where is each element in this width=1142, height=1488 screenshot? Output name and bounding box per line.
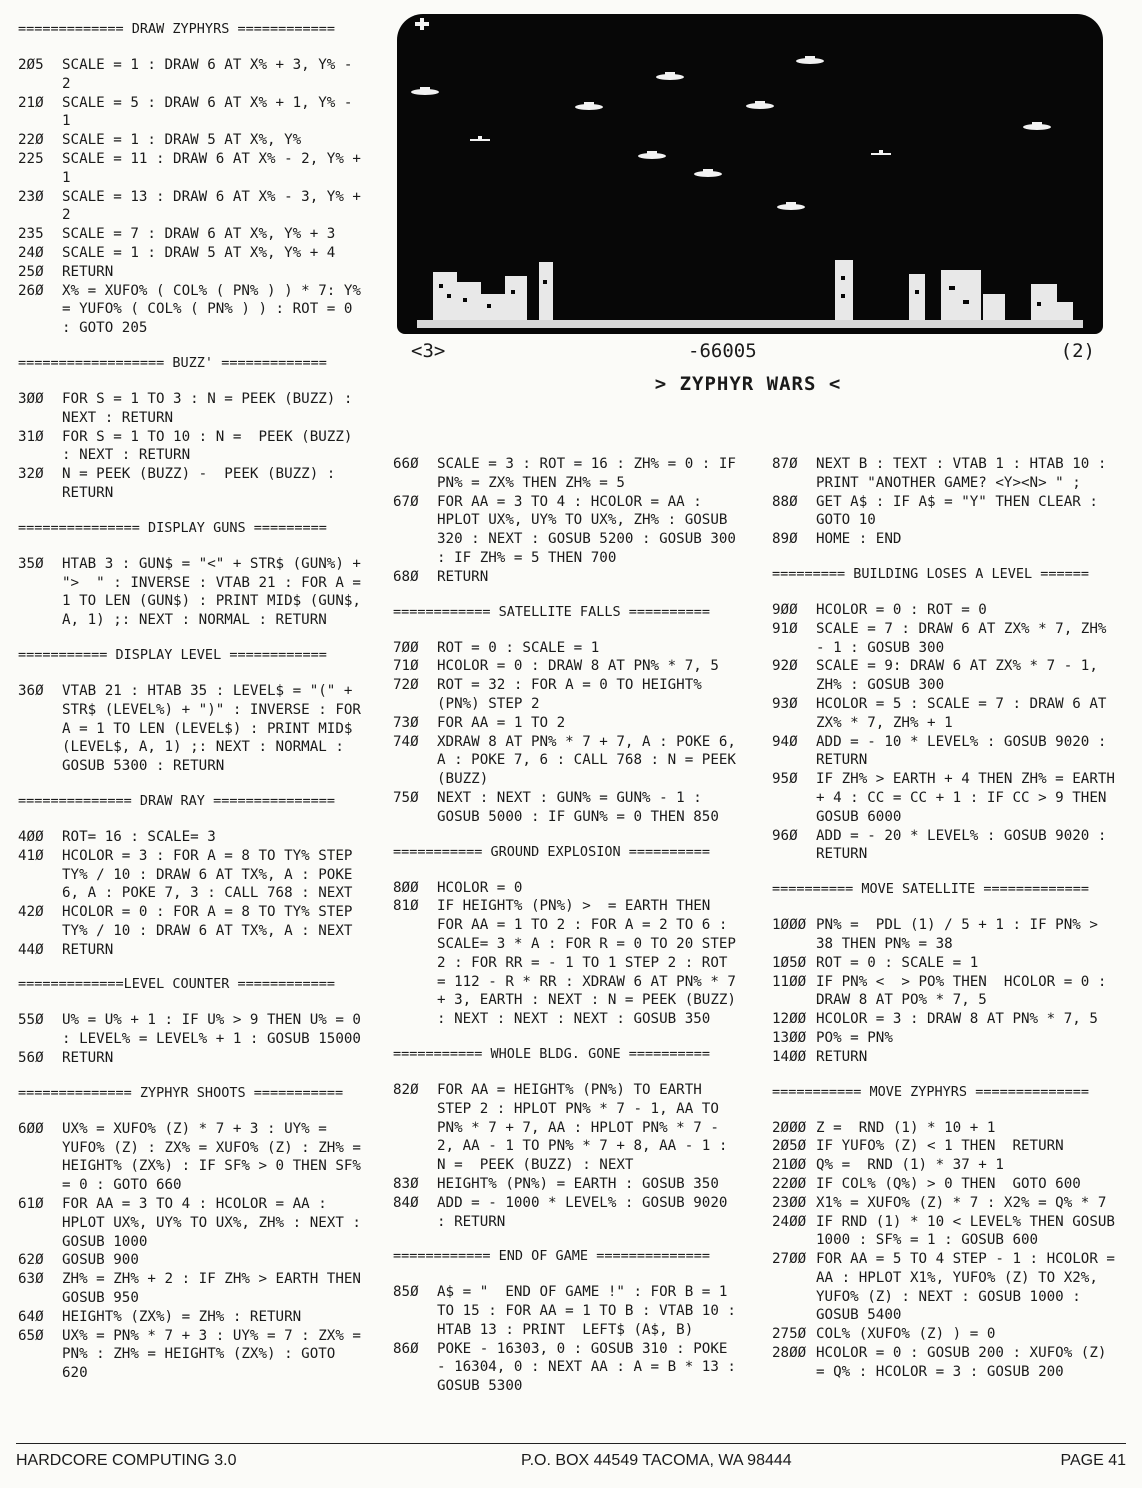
zyphyr-ship-icon	[470, 136, 490, 141]
line-code: FOR S = 1 TO 3 : N = PEEK (BUZZ) : NEXT : RETURN	[62, 390, 361, 426]
code-line	[772, 1194, 1122, 1213]
game-screenshot	[397, 14, 1103, 334]
code-line	[393, 657, 743, 676]
code-line	[772, 973, 1122, 1011]
line-code: UX% = XUFO% (Z) * 7 + 3 : UY% = YUFO% (Z) : ZX% = XUFO% (Z) : ZH% = HEIGHT% (ZX%) : IF SF% > 0 THEN SF% = 0 : GOTO 660	[62, 1120, 370, 1194]
line-number: 8ØØ	[393, 879, 419, 896]
line-number: 13ØØ	[772, 1029, 807, 1046]
line-number: 73Ø	[393, 714, 419, 731]
line-code: SCALE = 1 : DRAW 6 AT X% + 3, Y% - 2	[62, 57, 361, 92]
zyphyr-ship-icon	[694, 169, 722, 177]
code-line	[772, 954, 1122, 973]
line-code: ROT= 16 : SCALE= 3	[62, 828, 216, 845]
line-number: 225	[18, 150, 44, 167]
line-number: 84Ø	[393, 1194, 419, 1211]
code-line	[393, 1081, 743, 1175]
line-number: 4ØØ	[18, 828, 44, 845]
line-code: COL% (XUFO% (Z) ) = 0	[816, 1326, 996, 1343]
line-number: 24Ø	[18, 244, 44, 261]
code-line	[18, 1251, 368, 1270]
line-code: X% = XUFO% ( COL% ( PN% ) ) * 7: Y% = YUFO% ( COL% ( PN% ) ) : ROT = 0 : GOTO 205	[62, 282, 370, 337]
line-number: 24ØØ	[772, 1213, 807, 1230]
line-number: 87Ø	[772, 456, 798, 472]
line-code: HCOLOR = 5 : SCALE = 7 : DRAW 6 AT ZX% * 7, ZH% + 1	[816, 695, 1115, 731]
code-line	[772, 1250, 1122, 1325]
code-line	[772, 916, 1122, 954]
code-line	[772, 1344, 1122, 1382]
line-code: RETURN	[816, 1048, 868, 1065]
line-code: U% = U% + 1 : IF U% > 9 THEN U% = 0 : LEVEL% = LEVEL% + 1 : GOSUB 15000	[62, 1012, 370, 1048]
code-line	[18, 150, 368, 188]
line-number: 22ØØ	[772, 1175, 807, 1192]
code-line	[393, 676, 743, 714]
line-number: 23ØØ	[772, 1194, 807, 1211]
line-number: 35Ø	[18, 555, 44, 572]
line-code: GOSUB 900	[62, 1252, 139, 1269]
code-line	[18, 828, 368, 847]
line-number: 1ØØØ	[772, 917, 807, 934]
code-line	[772, 1048, 1122, 1067]
code-line	[772, 657, 1122, 695]
code-line	[772, 1010, 1122, 1029]
code-line	[393, 733, 743, 789]
line-number: 72Ø	[393, 677, 419, 694]
line-code: HCOLOR = 0 : ROT = 0	[816, 601, 987, 618]
line-number: 3ØØ	[18, 390, 44, 407]
zyphyr-ship-icon	[746, 101, 774, 109]
line-code: RETURN	[62, 941, 114, 958]
code-line	[18, 847, 368, 903]
code-line	[18, 282, 368, 338]
line-number: 64Ø	[18, 1308, 44, 1325]
code-line	[772, 1325, 1122, 1344]
line-code: POKE - 16303, 0 : GOSUB 310 : POKE - 16304, 0 : NEXT AA : A = B * 13 : GOSUB 5300	[437, 1340, 745, 1395]
section-header: ============ SATELLITE FALLS ==========	[393, 603, 710, 620]
code-line	[393, 879, 743, 898]
line-code: IF HEIGHT% (PN%) > = EARTH THEN FOR AA = 1 TO 2 : FOR A = 2 TO 6 : SCALE= 3 * A : FOR R = 0 TO 20 STEP 2 : FOR RR = - 1 TO 1 STEP 2 : ROT = 112 - R * RR : XDRAW 6 AT PN% * 7 + 3, EARTH : NEXT : N = PEEK (BUZZ) : NEXT : NEXT : NEXT : GOSUB 350	[437, 898, 745, 1028]
line-number: 11ØØ	[772, 973, 807, 990]
code-line	[393, 714, 743, 733]
code-line	[18, 941, 368, 960]
line-number: 63Ø	[18, 1271, 44, 1288]
code-line	[393, 493, 743, 568]
line-number: 83Ø	[393, 1175, 419, 1192]
line-number: 41Ø	[18, 847, 44, 864]
line-number: 23Ø	[18, 188, 44, 205]
line-code: FOR AA = HEIGHT% (PN%) TO EARTH STEP 2 : HPLOT PN% * 7 - 1, AA TO PN% * 7 + 7, AA : HPLOT PN% * 7 - 2, AA - 1 TO PN% * 7 + 8, AA - 1 : N = PEEK (BUZZ) : NEXT	[437, 1081, 736, 1174]
line-code: ADD = - 1000 * LEVEL% : GOSUB 9020 : RETURN	[437, 1194, 736, 1230]
code-line	[772, 695, 1122, 733]
section-header: =========== MOVE ZYPHYRS ==============	[772, 1083, 1089, 1100]
line-code: PN% = PDL (1) / 5 + 1 : IF PN% > 38 THEN PN% = 38	[816, 917, 1107, 952]
listing-column-right	[772, 455, 1122, 1398]
line-number: 62Ø	[18, 1252, 44, 1269]
listing-column-left	[18, 20, 379, 1399]
level-readout: (2)	[1060, 340, 1095, 362]
section-header: =============== DISPLAY GUNS =========	[18, 519, 327, 536]
line-number: 21Ø	[18, 94, 44, 111]
line-code: ROT = 32 : FOR A = 0 TO HEIGHT% (PN%) STEP 2	[437, 677, 711, 712]
code-line	[18, 903, 368, 941]
line-code: IF PN% < > PO% THEN HCOLOR = 0 : DRAW 8 AT PO% * 7, 5	[816, 973, 1115, 1009]
line-code: ZH% = ZH% + 2 : IF ZH% > EARTH THEN GOSUB 950	[62, 1271, 379, 1307]
code-line	[772, 1137, 1122, 1156]
section-header: ============== DRAW RAY ===============	[18, 792, 335, 809]
line-code: RETURN	[62, 263, 114, 280]
code-line	[772, 770, 1122, 826]
code-line	[772, 493, 1122, 531]
zyphyr-ship-icon	[575, 102, 603, 110]
line-number: 55Ø	[18, 1012, 44, 1029]
line-number: 82Ø	[393, 1081, 419, 1098]
line-code: FOR AA = 5 TO 4 STEP - 1 : HCOLOR = AA : HPLOT X1%, YUFO% (Z) TO X2%, YUFO% (Z) : NEXT : GOSUB 1000 : GOSUB 5400	[816, 1251, 1124, 1324]
listing-section	[18, 792, 368, 960]
line-number: 1Ø5Ø	[772, 954, 807, 971]
line-code: HCOLOR = 0 : DRAW 8 AT PN% * 7, 5	[437, 658, 719, 675]
section-header: ========= BUILDING LOSES A LEVEL ======	[772, 565, 1089, 582]
line-code: RETURN	[437, 568, 489, 585]
line-number: 71Ø	[393, 658, 419, 675]
code-line	[18, 225, 368, 244]
line-number: 89Ø	[772, 531, 798, 548]
line-code: FOR AA = 3 TO 4 : HCOLOR = AA : HPLOT UX%, UY% TO UX%, ZH% : GOSUB 320 : NEXT : GOSUB 5200 : GOSUB 300 : IF ZH% = 5 THEN 700	[437, 493, 745, 566]
code-line	[393, 568, 743, 587]
code-line	[18, 465, 368, 503]
zyphyr-ship-icon	[777, 202, 805, 210]
zyphyr-ship-icon	[638, 151, 666, 159]
code-line	[393, 1175, 743, 1194]
line-number: 235	[18, 226, 44, 243]
line-code: HCOLOR = 0	[437, 879, 523, 896]
line-number: 88Ø	[772, 493, 798, 510]
code-line	[18, 263, 368, 282]
line-number: 275Ø	[772, 1326, 807, 1343]
line-number: 26Ø	[18, 282, 44, 299]
code-line	[18, 1120, 368, 1195]
line-number: 67Ø	[393, 493, 419, 510]
line-code: HCOLOR = 0 : FOR A = 8 TO TY% STEP TY% / 10 : DRAW 6 AT TX%, A : NEXT	[62, 904, 361, 939]
code-line	[393, 1283, 743, 1339]
lives-readout: <3>	[411, 340, 446, 362]
code-line	[772, 620, 1122, 658]
code-line	[393, 455, 743, 493]
listing-section	[772, 1083, 1122, 1382]
listing-section	[393, 603, 743, 827]
code-line	[772, 1119, 1122, 1138]
line-number: 91Ø	[772, 620, 798, 637]
zyphyr-ships	[411, 18, 1051, 210]
line-code: ADD = - 10 * LEVEL% : GOSUB 9020 : RETURN	[816, 733, 1115, 769]
listing-section	[772, 880, 1122, 1066]
code-line	[772, 733, 1122, 771]
code-line	[18, 1195, 368, 1251]
line-number: 7ØØ	[393, 639, 419, 656]
line-code: ROT = 0 : SCALE = 1	[437, 639, 600, 656]
code-line	[772, 1029, 1122, 1048]
line-code: X1% = XUFO% (Z) * 7 : X2% = Q% * 7	[816, 1194, 1107, 1211]
section-header: =========== DISPLAY LEVEL ============	[18, 646, 327, 663]
code-line	[772, 827, 1122, 865]
code-line	[18, 1049, 368, 1068]
code-line	[772, 455, 1122, 493]
listing-section	[18, 20, 368, 338]
line-number: 14ØØ	[772, 1048, 807, 1065]
zyphyr-ship-icon	[796, 56, 824, 64]
line-number: 2Ø5	[18, 57, 44, 73]
code-line	[18, 1308, 368, 1327]
code-line	[18, 188, 368, 226]
zyphyr-ship-icon	[871, 150, 891, 155]
listing-column-middle	[393, 455, 743, 1412]
line-number: 85Ø	[393, 1284, 419, 1301]
line-code: IF ZH% > EARTH + 4 THEN ZH% = EARTH + 4 : CC = CC + 1 : IF CC > 9 THEN GOSUB 6000	[816, 771, 1124, 825]
city-buildings	[433, 260, 1073, 322]
section-header: =========== GROUND EXPLOSION ==========	[393, 843, 710, 860]
line-code: FOR S = 1 TO 10 : N = PEEK (BUZZ) : NEXT : RETURN	[62, 428, 361, 464]
line-code: HOME : END	[816, 531, 902, 548]
code-line	[772, 530, 1122, 549]
line-code: RETURN	[62, 1050, 114, 1067]
line-code: UX% = PN% * 7 + 3 : UY% = 7 : ZX% = PN% : ZH% = HEIGHT% (ZX%) : GOTO 620	[62, 1327, 370, 1382]
section-header: ============== ZYPHYR SHOOTS ===========	[18, 1084, 344, 1101]
line-number: 32Ø	[18, 466, 44, 483]
section-header: =========== WHOLE BLDG. GONE ==========	[393, 1045, 710, 1062]
code-line	[393, 1194, 743, 1232]
code-line	[18, 131, 368, 150]
line-number: 56Ø	[18, 1050, 44, 1067]
line-number: 65Ø	[18, 1327, 44, 1344]
zyphyr-ship-icon	[411, 87, 439, 95]
code-line	[18, 1327, 368, 1383]
code-line	[18, 682, 368, 776]
listing-section	[18, 519, 368, 630]
line-number: 42Ø	[18, 904, 44, 921]
line-code: IF COL% (Q%) > 0 THEN GOTO 600	[816, 1175, 1081, 1192]
line-code: GET A$ : IF A$ = "Y" THEN CLEAR : GOTO 10	[816, 493, 1107, 529]
code-line	[393, 1340, 743, 1396]
line-code: Z = RND (1) * 10 + 1	[816, 1119, 996, 1136]
line-number: 6ØØ	[18, 1120, 44, 1137]
line-number: 81Ø	[393, 898, 419, 915]
line-code: HTAB 3 : GUN$ = "<" + STR$ (GUN%) + "> " : INVERSE : VTAB 21 : FOR A = 1 TO LEN (GUN$) : PRINT MID$ (GUN$, A, 1) ;: NEXT : NORMAL : RETURN	[62, 555, 370, 629]
line-code: ROT = 0 : SCALE = 1	[816, 954, 979, 971]
line-code: ADD = - 20 * LEVEL% : GOSUB 9020 : RETURN	[816, 827, 1115, 863]
section-header: =============LEVEL COUNTER ============	[18, 976, 335, 993]
code-line	[18, 244, 368, 263]
listing-section	[393, 843, 743, 1029]
section-header: ============ END OF GAME ==============	[393, 1248, 710, 1265]
code-line	[393, 639, 743, 658]
line-number: 2ØØØ	[772, 1119, 807, 1136]
section-header: ================== BUZZ' =============	[18, 354, 327, 371]
code-line	[772, 1213, 1122, 1251]
zyphyr-ship-icon	[656, 72, 684, 80]
listing-section	[393, 1247, 743, 1396]
code-line	[772, 601, 1122, 620]
line-number: 28ØØ	[772, 1345, 807, 1362]
line-code: SCALE = 1 : DRAW 5 AT X%, Y%	[62, 132, 302, 149]
line-code: PO% = PN%	[816, 1029, 893, 1046]
line-code: FOR AA = 1 TO 2	[437, 714, 566, 731]
line-code: IF YUFO% (Z) < 1 THEN RETURN	[816, 1138, 1064, 1155]
line-code: SCALE = 1 : DRAW 5 AT X%, Y% + 4	[62, 244, 336, 261]
line-code: Q% = RND (1) * 37 + 1	[816, 1157, 1004, 1174]
line-code: SCALE = 11 : DRAW 6 AT X% - 2, Y% + 1	[62, 150, 370, 186]
line-number: 12ØØ	[772, 1011, 807, 1028]
screenshot-caption: > ZYPHYR WARS <	[654, 373, 842, 395]
line-number: 92Ø	[772, 658, 798, 675]
line-number: 44Ø	[18, 941, 44, 958]
listing-section	[772, 455, 1122, 549]
code-line	[18, 56, 368, 94]
line-number: 96Ø	[772, 827, 798, 844]
code-line	[393, 789, 743, 827]
line-number: 68Ø	[393, 568, 419, 585]
game-status-bar	[405, 340, 1095, 364]
line-number: 27ØØ	[772, 1251, 807, 1268]
section-header: ============= DRAW ZYPHYRS ============	[18, 21, 335, 37]
line-number: 31Ø	[18, 428, 44, 445]
code-line	[393, 897, 743, 1029]
line-code: XDRAW 8 AT PN% * 7 + 7, A : POKE 6, A : POKE 7, 6 : CALL 768 : N = PEEK (BUZZ)	[437, 733, 745, 788]
code-line	[18, 390, 368, 428]
line-number: 9ØØ	[772, 601, 798, 618]
code-line	[18, 555, 368, 630]
zyphyr-ship-icon	[1023, 122, 1051, 130]
line-number: 95Ø	[772, 771, 798, 788]
listing-section	[393, 455, 743, 587]
ground-strip	[417, 320, 1083, 328]
line-number: 94Ø	[772, 733, 798, 750]
footer-page-number: PAGE 41	[1060, 1452, 1126, 1469]
game-screen-art	[397, 14, 1103, 334]
line-number: 61Ø	[18, 1196, 44, 1213]
line-number: 21ØØ	[772, 1157, 807, 1174]
listing-section	[18, 354, 368, 503]
line-number: 22Ø	[18, 132, 44, 149]
line-number: 66Ø	[393, 456, 419, 472]
line-code: SCALE = 7 : DRAW 6 AT ZX% * 7, ZH% - 1 : GOSUB 300	[816, 620, 1115, 656]
code-line	[18, 1270, 379, 1308]
line-code: A$ = " END OF GAME !" : FOR B = 1 TO 15 : FOR AA = 1 TO B : VTAB 10 : HTAB 13 : PRINT LEFT$ (A$, B)	[437, 1284, 745, 1338]
code-line	[18, 428, 368, 466]
listing-section	[18, 1084, 379, 1383]
line-number: 74Ø	[393, 733, 419, 750]
listing-section	[393, 1045, 743, 1231]
line-code: VTAB 21 : HTAB 35 : LEVEL$ = "(" + STR$ (LEVEL%) + ")" : INVERSE : FOR A = 1 TO LEN (LEVEL$) : PRINT MID$ (LEVEL$, A, 1) ;: NEXT : NORMAL : GOSUB 5300 : RETURN	[62, 682, 370, 775]
line-number: 2Ø5Ø	[772, 1138, 807, 1155]
line-number: 25Ø	[18, 263, 44, 280]
line-code: HCOLOR = 0 : GOSUB 200 : XUFO% (Z) = Q% : HCOLOR = 3 : GOSUB 200	[816, 1345, 1115, 1380]
line-code: SCALE = 13 : DRAW 6 AT X% - 3, Y% + 2	[62, 188, 370, 224]
line-code: SCALE = 7 : DRAW 6 AT X%, Y% + 3	[62, 226, 336, 243]
line-code: HEIGHT% (ZX%) = ZH% : RETURN	[62, 1308, 302, 1325]
line-code: IF RND (1) * 10 < LEVEL% THEN GOSUB 1000 : SF% = 1 : GOSUB 600	[816, 1213, 1124, 1249]
line-code: SCALE = 3 : ROT = 16 : ZH% = 0 : IF PN% = ZX% THEN ZH% = 5	[437, 456, 745, 491]
section-header: ========== MOVE SATELLITE =============	[772, 881, 1089, 898]
code-line	[772, 1175, 1122, 1194]
footer-publication: HARDCORE COMPUTING 3.0	[16, 1452, 237, 1469]
line-code: FOR AA = 3 TO 4 : HCOLOR = AA : HPLOT UX%, UY% TO UX%, ZH% : NEXT : GOSUB 1000	[62, 1196, 370, 1250]
line-code: HCOLOR = 3 : DRAW 8 AT PN% * 7, 5	[816, 1011, 1098, 1028]
line-number: 93Ø	[772, 695, 798, 712]
page-footer	[16, 1443, 1126, 1473]
code-line	[18, 1011, 368, 1049]
line-code: NEXT : NEXT : GUN% = GUN% - 1 : GOSUB 5000 : IF GUN% = 0 THEN 850	[437, 789, 719, 825]
listing-section	[18, 646, 368, 776]
line-code: NEXT B : TEXT : VTAB 1 : HTAB 10 : PRINT "ANOTHER GAME? <Y><N> " ;	[816, 456, 1115, 491]
listing-section	[772, 565, 1122, 864]
listing-section	[18, 975, 368, 1067]
line-code: N = PEEK (BUZZ) - PEEK (BUZZ) : RETURN	[62, 466, 344, 501]
line-number: 36Ø	[18, 682, 44, 699]
code-line	[18, 94, 368, 132]
code-line	[772, 1156, 1122, 1175]
line-code: SCALE = 9: DRAW 6 AT ZX% * 7 - 1, ZH% : GOSUB 300	[816, 658, 1107, 694]
score-readout: -66005	[688, 340, 757, 362]
footer-address: P.O. BOX 44549 TACOMA, WA 98444	[521, 1452, 792, 1469]
line-code: HEIGHT% (PN%) = EARTH : GOSUB 350	[437, 1175, 719, 1192]
line-number: 75Ø	[393, 789, 419, 806]
line-number: 86Ø	[393, 1340, 419, 1357]
line-code: HCOLOR = 3 : FOR A = 8 TO TY% STEP TY% / 10 : DRAW 6 AT TX%, A : POKE 6, A : POKE 7, 3 : CALL 768 : NEXT	[62, 847, 361, 902]
line-code: SCALE = 5 : DRAW 6 AT X% + 1, Y% - 1	[62, 94, 361, 130]
